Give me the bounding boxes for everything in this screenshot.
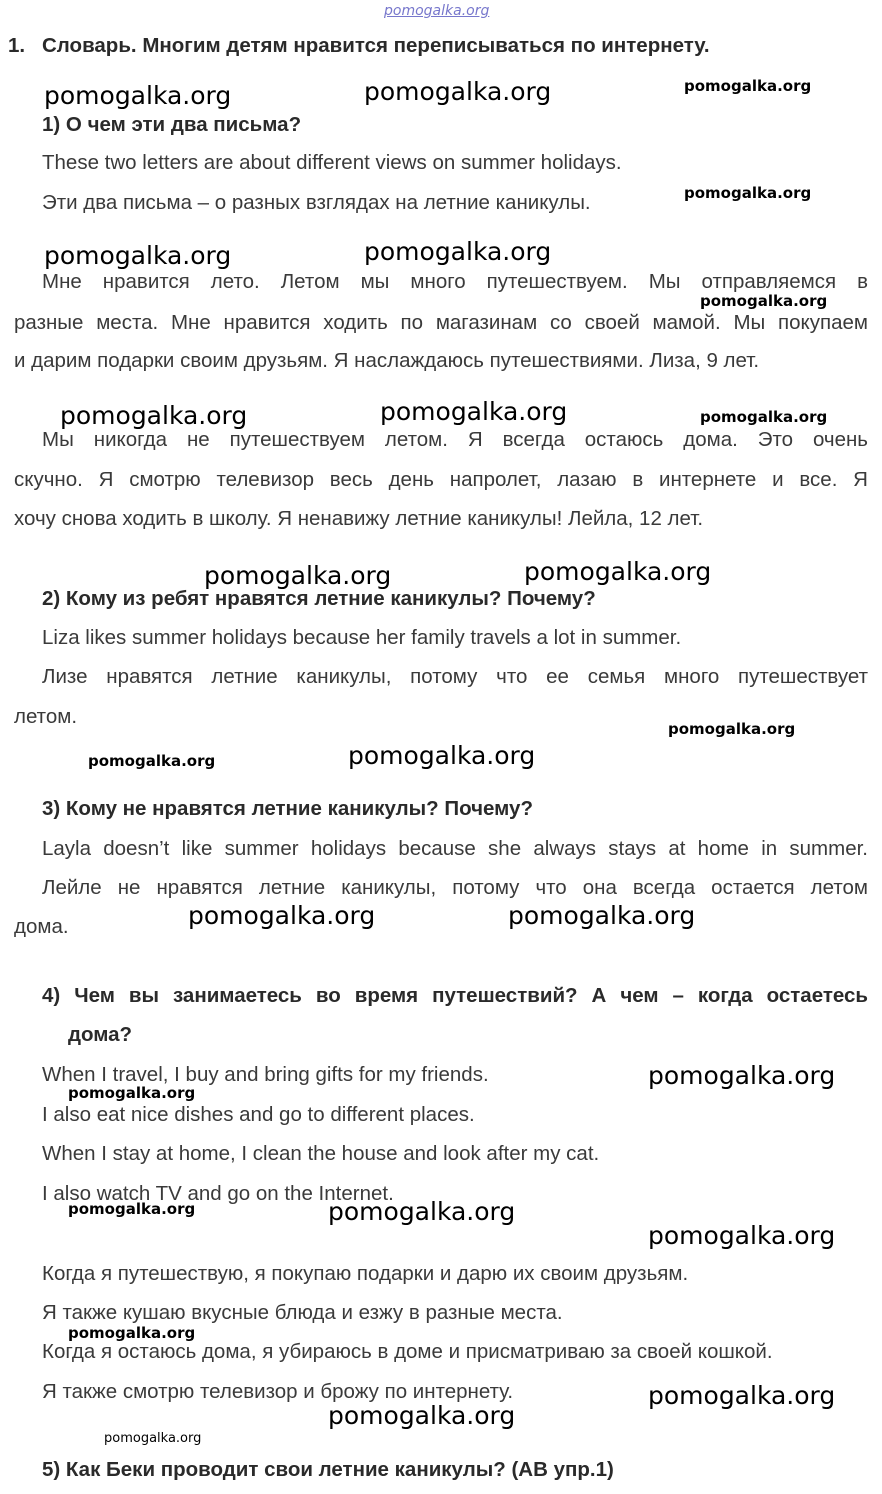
answer-4-ru-4: Я также смотрю телевизор и брожу по интернету.: [42, 1380, 514, 1403]
watermark: pomogalka.org: [88, 752, 216, 770]
watermark: pomogalka.org: [380, 397, 568, 426]
watermark: pomogalka.org: [104, 1431, 202, 1446]
answer-4-en-1: When I travel, I buy and bring gifts for my friends.: [42, 1063, 489, 1086]
question-4-line-1: 4) Чем вы занимаетесь во время путешествий? А чем – когда остаетесь: [42, 984, 868, 1007]
answer-4-ru-3: Когда я остаюсь дома, я убираюсь в доме и присматриваю за своей кошкой.: [42, 1340, 773, 1363]
letter-1-line-1: Мне нравится лето. Летом мы много путешествуем. Мы отправляемся в: [42, 270, 868, 293]
watermark: pomogalka.org: [204, 561, 392, 590]
watermark: pomogalka.org: [364, 77, 552, 106]
answer-4-en-2: I also eat nice dishes and go to different places.: [42, 1103, 475, 1126]
question-5: 5) Как Беки проводит свои летние каникулы? (AB упр.1): [42, 1458, 614, 1481]
watermark: pomogalka.org: [68, 1200, 196, 1218]
watermark: pomogalka.org: [700, 408, 828, 426]
watermark: pomogalka.org: [44, 241, 232, 270]
answer-1-ru: Эти два письма – о разных взглядах на летние каникулы.: [42, 191, 591, 214]
question-2: 2) Кому из ребят нравятся летние каникулы? Почему?: [42, 587, 596, 610]
letter-2-line-1: Мы никогда не путешествуем летом. Я всегда остаюсь дома. Это очень: [42, 428, 868, 451]
watermark: pomogalka.org: [700, 292, 828, 310]
answer-4-ru-2: Я также кушаю вкусные блюда и езжу в разные места.: [42, 1301, 563, 1324]
question-1: 1) О чем эти два письма?: [42, 113, 302, 136]
exercise-number: 1.: [8, 34, 26, 57]
watermark: pomogalka.org: [668, 720, 796, 738]
watermark: pomogalka.org: [60, 401, 248, 430]
question-3: 3) Кому не нравятся летние каникулы? Почему?: [42, 797, 533, 820]
answer-4-en-4: I also watch TV and go on the Internet.: [42, 1182, 394, 1205]
watermark: pomogalka.org: [328, 1401, 516, 1430]
answer-3-ru-1: Лейле не нравятся летние каникулы, потому что она всегда остается летом: [42, 876, 868, 899]
watermark: pomogalka.org: [188, 901, 376, 930]
watermark: pomogalka.org: [648, 1221, 836, 1250]
answer-3-en: Layla doesn’t like summer holidays because she always stays at home in summer.: [42, 837, 868, 860]
watermark: pomogalka.org: [648, 1061, 836, 1090]
answer-1-en: These two letters are about different views on summer holidays.: [42, 151, 622, 174]
answer-4-en-3: When I stay at home, I clean the house and look after my cat.: [42, 1142, 600, 1165]
watermark: pomogalka.org: [68, 1324, 196, 1342]
answer-2-ru-1: Лизе нравятся летние каникулы, потому что ее семья много путешествует: [42, 665, 868, 688]
watermark: pomogalka.org: [524, 557, 712, 586]
watermark: pomogalka.org: [68, 1084, 196, 1102]
letter-1-line-2: разные места. Мне нравится ходить по магазинам со своей мамой. Мы покупаем: [14, 311, 868, 334]
answer-2-ru-2: летом.: [14, 705, 78, 728]
watermark: pomogalka.org: [44, 81, 232, 110]
watermark-top: pomogalka.org: [384, 3, 490, 19]
answer-4-ru-1: Когда я путешествую, я покупаю подарки и дарю их своим друзьям.: [42, 1262, 689, 1285]
answer-3-ru-2: дома.: [14, 915, 69, 938]
watermark: pomogalka.org: [364, 237, 552, 266]
watermark: pomogalka.org: [684, 77, 812, 95]
watermark: pomogalka.org: [328, 1197, 516, 1226]
letter-2-line-2: скучно. Я смотрю телевизор весь день напролет, лазаю в интернете и все. Я: [14, 468, 868, 491]
watermark: pomogalka.org: [684, 184, 812, 202]
answer-2-en: Liza likes summer holidays because her family travels a lot in summer.: [42, 626, 682, 649]
watermark: pomogalka.org: [508, 901, 696, 930]
watermark: pomogalka.org: [348, 741, 536, 770]
letter-2-line-3: хочу снова ходить в школу. Я ненавижу летние каникулы! Лейла, 12 лет.: [14, 507, 704, 530]
watermark: pomogalka.org: [648, 1381, 836, 1410]
question-4-line-2: дома?: [68, 1023, 133, 1046]
exercise-title: Словарь. Многим детям нравится переписываться по интернету.: [42, 34, 710, 57]
letter-1-line-3: и дарим подарки своим друзьям. Я наслаждаюсь путешествиями. Лиза, 9 лет.: [14, 349, 760, 372]
